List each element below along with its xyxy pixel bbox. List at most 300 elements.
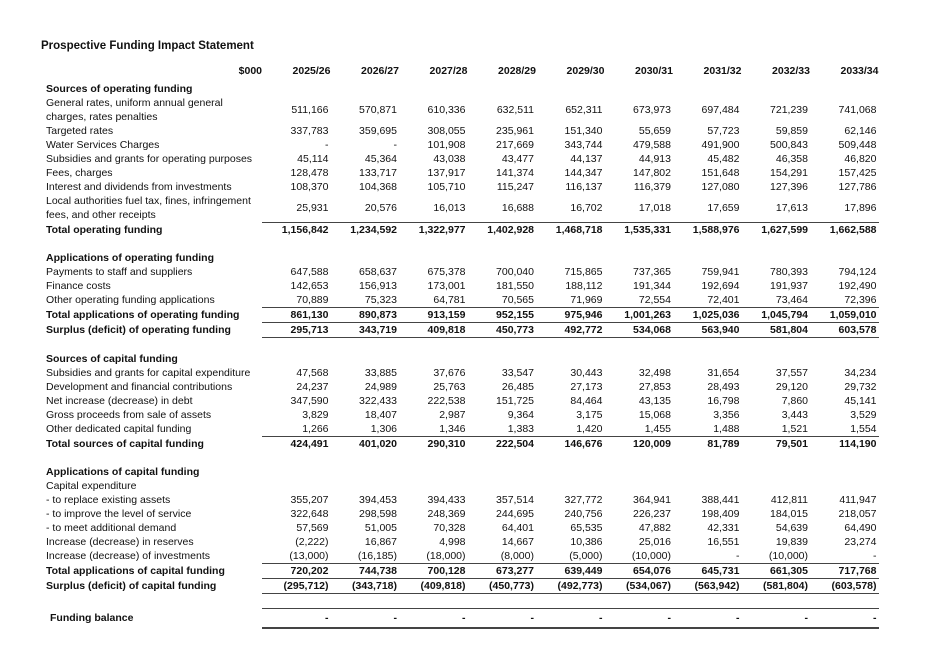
row-label: Capital expenditure xyxy=(46,480,137,492)
value-cell: 198,409 xyxy=(701,508,740,520)
value-cell: - xyxy=(331,609,400,629)
value-cell: - xyxy=(873,550,877,562)
value-cell: 24,237 xyxy=(296,381,329,393)
value-cell: 1,420 xyxy=(576,423,603,435)
value-cell: 192,490 xyxy=(838,280,877,292)
value-cell: 327,772 xyxy=(564,494,603,506)
value-cell: - xyxy=(605,609,674,629)
value-cell: 64,490 xyxy=(844,522,877,534)
value-cell: 632,511 xyxy=(496,104,534,116)
year-header: 2025/26 xyxy=(292,65,331,77)
value-cell: 658,637 xyxy=(359,266,397,278)
value-cell: 120,009 xyxy=(605,437,674,452)
value-cell: 70,889 xyxy=(296,294,329,306)
section-heading: Sources of operating funding xyxy=(46,83,193,95)
value-cell: 151,648 xyxy=(701,167,740,179)
value-cell: 127,396 xyxy=(770,181,808,193)
value-cell: 343,719 xyxy=(331,323,400,338)
value-cell: 741,068 xyxy=(838,104,877,116)
row-label: Fees, charges xyxy=(46,167,113,179)
value-cell: 603,578 xyxy=(810,323,879,338)
value-cell: 32,498 xyxy=(638,367,671,379)
value-cell: 890,873 xyxy=(331,308,400,323)
table-row xyxy=(40,422,879,437)
table-row xyxy=(40,124,879,138)
value-cell: 33,547 xyxy=(501,367,534,379)
row-label: - to improve the level of service xyxy=(46,508,192,520)
value-cell: 1,402,928 xyxy=(468,223,537,238)
value-cell: 7,860 xyxy=(781,395,808,407)
row-label: Payments to staff and suppliers xyxy=(46,266,193,278)
value-cell: 70,328 xyxy=(433,522,466,534)
value-cell: 127,080 xyxy=(701,181,740,193)
value-cell: - xyxy=(325,139,329,151)
year-header: 2031/32 xyxy=(703,65,742,77)
spacer-row xyxy=(40,451,879,465)
value-cell: 759,941 xyxy=(701,266,740,278)
value-cell: 1,521 xyxy=(781,423,808,435)
value-cell: 652,311 xyxy=(565,104,603,116)
value-cell: 343,744 xyxy=(564,139,603,151)
value-cell: 31,654 xyxy=(707,367,740,379)
value-cell: 70,565 xyxy=(501,294,534,306)
value-cell: 1,025,036 xyxy=(673,308,742,323)
row-label: Other dedicated capital funding xyxy=(46,423,192,436)
value-cell: 154,291 xyxy=(770,167,808,179)
value-cell: (450,773) xyxy=(468,579,537,594)
value-cell: 295,713 xyxy=(262,323,331,338)
section-heading-row xyxy=(40,352,879,366)
value-cell: 913,159 xyxy=(399,308,468,323)
value-cell: (534,067) xyxy=(605,579,674,594)
value-cell: - xyxy=(399,609,468,629)
value-cell: - xyxy=(673,609,742,629)
value-cell: 45,364 xyxy=(364,153,397,165)
value-cell: - xyxy=(536,609,605,629)
value-cell: 308,055 xyxy=(427,125,466,137)
value-cell: 715,865 xyxy=(564,266,603,278)
value-cell: 861,130 xyxy=(262,308,331,323)
value-cell: 1,554 xyxy=(850,423,877,435)
value-cell: (16,185) xyxy=(357,550,397,562)
table-row xyxy=(40,380,879,394)
value-cell: 17,659 xyxy=(707,202,740,214)
value-cell: 133,717 xyxy=(359,167,397,179)
value-cell: 235,961 xyxy=(496,125,534,137)
value-cell: (2,222) xyxy=(295,536,329,548)
value-cell: 10,386 xyxy=(570,536,603,548)
value-cell: 16,798 xyxy=(707,395,740,407)
value-cell xyxy=(468,479,537,493)
value-cell: 673,973 xyxy=(633,104,671,116)
value-cell: 975,946 xyxy=(536,308,605,323)
value-cell: 57,569 xyxy=(296,522,329,534)
value-cell: 27,173 xyxy=(570,381,603,393)
value-cell: 16,551 xyxy=(707,536,740,548)
section-heading: Sources of capital funding xyxy=(46,353,178,365)
value-cell: 394,453 xyxy=(359,494,397,506)
value-cell: 47,568 xyxy=(296,367,329,379)
value-cell: 1,535,331 xyxy=(605,223,674,238)
value-cell: 1,627,599 xyxy=(742,223,811,238)
value-cell: - xyxy=(262,609,331,629)
value-cell: 780,393 xyxy=(770,266,808,278)
value-cell: 322,648 xyxy=(290,508,329,520)
table-row xyxy=(40,535,879,549)
value-cell: 173,001 xyxy=(427,280,466,292)
value-cell: 116,379 xyxy=(633,181,671,193)
value-cell: 479,588 xyxy=(633,139,671,151)
value-cell: 16,702 xyxy=(570,202,603,214)
value-cell xyxy=(810,479,879,493)
value-cell: 290,310 xyxy=(399,437,468,452)
table-row xyxy=(40,549,879,564)
section-heading-row xyxy=(40,251,879,265)
value-cell: 16,688 xyxy=(501,202,534,214)
spacer-cell xyxy=(40,451,879,465)
value-cell: 610,336 xyxy=(427,104,466,116)
value-cell: 64,781 xyxy=(433,294,466,306)
value-cell: 64,401 xyxy=(501,522,534,534)
value-cell: 46,358 xyxy=(775,153,808,165)
value-cell: 1,468,718 xyxy=(536,223,605,238)
value-cell: 337,783 xyxy=(290,125,329,137)
value-cell: 20,576 xyxy=(364,202,397,214)
surplus-row xyxy=(40,579,879,594)
value-cell: 1,059,010 xyxy=(810,308,879,323)
spacer-row xyxy=(40,338,879,353)
value-cell: 364,941 xyxy=(633,494,671,506)
value-cell: 28,493 xyxy=(707,381,740,393)
value-cell: 29,732 xyxy=(844,381,877,393)
value-cell: 450,773 xyxy=(468,323,537,338)
value-cell xyxy=(262,479,331,493)
value-cell: 101,908 xyxy=(427,139,466,151)
value-cell: 744,738 xyxy=(331,564,400,579)
unit-label: $000 xyxy=(238,65,262,77)
total-label: Total applications of capital funding xyxy=(46,565,225,577)
row-label: Gross proceeds from sale of assets xyxy=(46,409,212,421)
value-cell: 1,455 xyxy=(644,423,671,435)
table-row xyxy=(40,138,879,152)
value-cell: 146,676 xyxy=(536,437,605,452)
value-cell: 388,441 xyxy=(701,494,740,506)
value-cell: 188,112 xyxy=(565,280,603,292)
year-header: 2028/29 xyxy=(498,65,536,77)
value-cell: 25,016 xyxy=(638,536,671,548)
value-cell: 65,535 xyxy=(570,522,603,534)
total-label: Total sources of capital funding xyxy=(46,437,204,450)
value-cell: 4,998 xyxy=(439,536,466,548)
surplus-row xyxy=(40,323,879,338)
value-cell: 409,818 xyxy=(399,323,468,338)
value-cell: 226,237 xyxy=(633,508,671,520)
value-cell xyxy=(536,479,605,493)
spacer-row xyxy=(40,237,879,251)
year-header: 2030/31 xyxy=(635,65,673,77)
row-label: Net increase (decrease) in debt xyxy=(46,395,193,407)
value-cell: 44,913 xyxy=(638,153,671,165)
row-label: Subsidies and grants for operating purposes xyxy=(46,153,253,165)
year-header: 2029/30 xyxy=(566,65,605,77)
row-label: Other operating funding applications xyxy=(46,294,215,307)
value-cell: 43,135 xyxy=(638,395,671,407)
table-row xyxy=(40,521,879,535)
value-cell: 72,401 xyxy=(707,294,740,306)
value-cell: 128,478 xyxy=(290,167,329,179)
value-cell: 71,969 xyxy=(570,294,603,306)
value-cell: 37,557 xyxy=(775,367,808,379)
value-cell: 647,588 xyxy=(290,266,329,278)
table-row xyxy=(40,479,879,493)
value-cell: 104,368 xyxy=(359,181,397,193)
value-cell: 191,937 xyxy=(770,280,808,292)
value-cell: 108,370 xyxy=(290,181,329,193)
value-cell: (603,578) xyxy=(810,579,879,594)
value-cell: 1,346 xyxy=(439,423,466,435)
spacer-row xyxy=(40,594,879,609)
row-label: Subsidies and grants for capital expenditure xyxy=(46,367,251,379)
value-cell: 144,347 xyxy=(564,167,603,179)
value-cell xyxy=(605,479,674,493)
value-cell: 45,114 xyxy=(297,153,329,165)
row-label: Finance costs xyxy=(46,280,111,292)
row-label: Targeted rates xyxy=(46,125,114,137)
value-cell: 9,364 xyxy=(507,409,534,421)
value-cell: 18,407 xyxy=(364,409,397,421)
value-cell: (8,000) xyxy=(500,550,534,562)
value-cell: 137,917 xyxy=(427,167,466,179)
value-cell: 412,811 xyxy=(770,494,808,506)
value-cell: 84,464 xyxy=(570,395,603,407)
value-cell: 492,772 xyxy=(536,323,605,338)
value-cell: 661,305 xyxy=(742,564,811,579)
value-cell: 217,669 xyxy=(496,139,534,151)
value-cell: 151,725 xyxy=(496,395,534,407)
value-cell: - xyxy=(393,139,397,151)
year-header: 2033/34 xyxy=(840,65,879,77)
value-cell: 62,146 xyxy=(844,125,877,137)
value-cell: (492,773) xyxy=(536,579,605,594)
value-cell: 27,853 xyxy=(638,381,671,393)
value-cell: 563,940 xyxy=(673,323,742,338)
value-cell: 1,266 xyxy=(302,423,329,435)
value-cell: 116,137 xyxy=(565,181,603,193)
value-cell: 3,529 xyxy=(850,409,877,421)
value-cell: (409,818) xyxy=(399,579,468,594)
value-cell: 55,659 xyxy=(638,125,671,137)
value-cell: (581,804) xyxy=(742,579,811,594)
value-cell: 51,005 xyxy=(364,522,397,534)
value-cell: 401,020 xyxy=(331,437,400,452)
table-row xyxy=(40,152,879,166)
value-cell: 347,590 xyxy=(290,395,329,407)
value-cell: 737,365 xyxy=(633,266,671,278)
value-cell: 17,613 xyxy=(775,202,808,214)
value-cell: 81,789 xyxy=(673,437,742,452)
value-cell: 44,137 xyxy=(570,153,603,165)
value-cell xyxy=(673,479,742,493)
value-cell: 151,340 xyxy=(564,125,603,137)
value-cell: 37,676 xyxy=(433,367,466,379)
value-cell: 25,763 xyxy=(433,381,466,393)
value-cell: 141,374 xyxy=(496,167,534,179)
value-cell: 72,396 xyxy=(844,294,877,306)
value-cell: 248,369 xyxy=(427,508,466,520)
value-cell: 33,885 xyxy=(364,367,397,379)
value-cell: 700,128 xyxy=(399,564,468,579)
value-cell: 1,588,976 xyxy=(673,223,742,238)
value-cell: 720,202 xyxy=(262,564,331,579)
value-cell: 47,882 xyxy=(638,522,671,534)
header-row xyxy=(40,64,879,82)
row-label: - to replace existing assets xyxy=(46,494,171,506)
value-cell: 500,843 xyxy=(770,139,808,151)
value-cell: 46,820 xyxy=(844,153,877,165)
section-heading: Applications of capital funding xyxy=(46,466,200,478)
value-cell: 645,731 xyxy=(673,564,742,579)
section-heading-row xyxy=(40,82,879,96)
value-cell: 509,448 xyxy=(838,139,877,151)
value-cell: 697,484 xyxy=(701,104,740,116)
value-cell: 1,001,263 xyxy=(605,308,674,323)
value-cell xyxy=(399,479,468,493)
value-cell: 181,550 xyxy=(496,280,534,292)
value-cell: 359,695 xyxy=(359,125,397,137)
table-body xyxy=(40,82,879,628)
table-row xyxy=(40,293,879,308)
total-label: Surplus (deficit) of operating funding xyxy=(46,324,231,336)
value-cell: 59,859 xyxy=(775,125,808,137)
value-cell: 24,989 xyxy=(364,381,397,393)
value-cell: 17,018 xyxy=(638,202,671,214)
table-row xyxy=(40,194,879,223)
funding-balance-label: Funding balance xyxy=(50,612,134,625)
value-cell: 1,322,977 xyxy=(399,223,468,238)
value-cell: 16,013 xyxy=(433,202,466,214)
value-cell: 654,076 xyxy=(605,564,674,579)
value-cell: 222,538 xyxy=(427,395,466,407)
value-cell: 639,449 xyxy=(536,564,605,579)
value-cell: 45,482 xyxy=(707,153,740,165)
value-cell: 1,488 xyxy=(713,423,740,435)
value-cell: 79,501 xyxy=(742,437,811,452)
row-label: Development and financial contributions xyxy=(46,381,233,393)
value-cell: 3,443 xyxy=(781,409,808,421)
total-row xyxy=(40,437,879,452)
value-cell: 1,156,842 xyxy=(262,223,331,238)
row-label: - to meet additional demand xyxy=(46,522,177,534)
value-cell: 3,356 xyxy=(713,409,740,421)
value-cell: 1,234,592 xyxy=(331,223,400,238)
funding-table xyxy=(40,64,879,629)
value-cell: 17,896 xyxy=(844,202,877,214)
row-label: Increase (decrease) in reserves xyxy=(46,536,194,548)
value-cell: 75,323 xyxy=(364,294,397,306)
total-label: Total operating funding xyxy=(46,223,163,236)
value-cell: 2,987 xyxy=(439,409,466,421)
value-cell: 43,477 xyxy=(501,153,534,165)
value-cell: 57,723 xyxy=(707,125,740,137)
table-row xyxy=(40,166,879,180)
row-label: Interest and dividends from investments xyxy=(46,181,232,193)
value-cell xyxy=(742,479,811,493)
table-row xyxy=(40,507,879,521)
value-cell: 244,695 xyxy=(496,508,534,520)
value-cell: 15,068 xyxy=(638,409,671,421)
value-cell: 673,277 xyxy=(468,564,537,579)
table-row xyxy=(40,366,879,380)
value-cell: - xyxy=(468,609,537,629)
row-label: Increase (decrease) of investments xyxy=(46,550,210,563)
row-label: Local authorities fuel tax, fines, infringement fees, and other receipts xyxy=(46,195,251,222)
table-row xyxy=(40,180,879,194)
value-cell: 218,057 xyxy=(838,508,877,520)
value-cell: (18,000) xyxy=(426,550,466,562)
value-cell: 1,383 xyxy=(507,423,534,435)
value-cell: 105,710 xyxy=(427,181,466,193)
table-row xyxy=(40,265,879,279)
row-label: General rates, uniform annual general charges, rates penalties xyxy=(46,97,223,123)
total-label: Surplus (deficit) of capital funding xyxy=(46,580,217,592)
value-cell: (343,718) xyxy=(331,579,400,594)
value-cell: (563,942) xyxy=(673,579,742,594)
value-cell: 411,947 xyxy=(839,494,877,506)
section-heading-row xyxy=(40,465,879,479)
value-cell: 424,491 xyxy=(262,437,331,452)
value-cell: 43,038 xyxy=(433,153,466,165)
value-cell: 16,867 xyxy=(364,536,397,548)
value-cell xyxy=(331,479,400,493)
value-cell: 191,344 xyxy=(633,280,671,292)
value-cell: 1,662,588 xyxy=(810,223,879,238)
value-cell: 45,141 xyxy=(844,395,877,407)
value-cell: (10,000) xyxy=(768,550,808,562)
value-cell: 222,504 xyxy=(468,437,537,452)
value-cell: (13,000) xyxy=(289,550,329,562)
value-cell: 794,124 xyxy=(838,266,877,278)
value-cell: 156,913 xyxy=(359,280,397,292)
value-cell: 72,554 xyxy=(638,294,671,306)
value-cell: 3,175 xyxy=(576,409,603,421)
total-label: Total applications of operating funding xyxy=(46,309,240,321)
value-cell: 511,166 xyxy=(291,104,329,116)
value-cell: 3,829 xyxy=(302,409,329,421)
year-header: 2026/27 xyxy=(361,65,399,77)
value-cell: 147,802 xyxy=(633,167,671,179)
total-row xyxy=(40,564,879,579)
value-cell: 298,598 xyxy=(359,508,397,520)
table-row xyxy=(40,96,879,124)
value-cell: 115,247 xyxy=(496,181,534,193)
value-cell: 73,464 xyxy=(775,294,808,306)
value-cell: 25,931 xyxy=(296,202,329,214)
value-cell: 394,433 xyxy=(427,494,466,506)
value-cell: (295,712) xyxy=(262,579,331,594)
value-cell: 581,804 xyxy=(742,323,811,338)
value-cell: 142,653 xyxy=(290,280,329,292)
value-cell: 127,786 xyxy=(838,181,877,193)
value-cell: 700,040 xyxy=(496,266,534,278)
spacer-cell xyxy=(40,237,879,251)
spacer-cell xyxy=(40,338,879,353)
value-cell: 240,756 xyxy=(564,508,603,520)
year-header: 2027/28 xyxy=(429,65,468,77)
value-cell: 192,694 xyxy=(701,280,740,292)
value-cell: 952,155 xyxy=(468,308,537,323)
value-cell: 491,900 xyxy=(701,139,740,151)
value-cell: - xyxy=(736,550,740,562)
